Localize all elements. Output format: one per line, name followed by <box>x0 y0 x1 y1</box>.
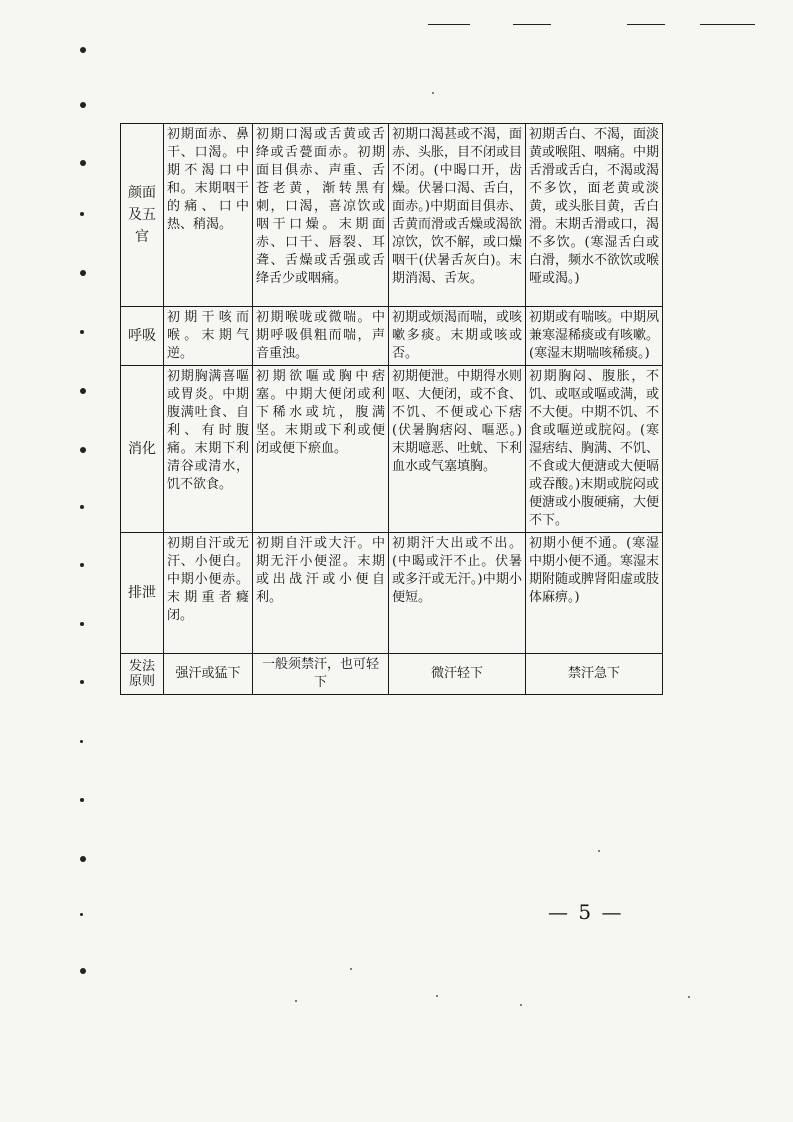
table-cell: 初期面赤、鼻干、口渴。中期不渴口中和。末期咽干的痛、口中热、稍渴。 <box>164 124 253 307</box>
binding-hole <box>80 913 83 916</box>
speck <box>436 995 438 997</box>
binding-hole <box>80 47 86 53</box>
row-label: 排泄 <box>121 533 164 654</box>
row-label: 呼吸 <box>121 307 164 366</box>
table-cell: 初期舌白、不渴，面淡黄或喉阻、咽痛。中期舌滑或舌白，不渴或渴不多饮，面老黄或淡黄，或头胀目黄，舌白滑。末期舌滑或口，渴不多饮。(寒湿舌白或白滑，频水不欲饮或喉哑或渴。) <box>526 124 663 307</box>
symptom-table <box>120 123 663 695</box>
speck <box>520 1004 522 1006</box>
table-cell: 禁汗急下 <box>526 654 663 695</box>
binding-hole <box>80 968 86 974</box>
table-cell: 初期胸闷、腹胀，不饥、或呕或嘔或满，或不大便。中期不饥、不食或嘔逆或脘闷。(寒湿痞结、胸满、不饥、不食或大便溏或大便嗝或吞酸。)末期或脘闷或便溏或小腹硬痛，大便不下。 <box>526 366 663 533</box>
binding-hole <box>80 622 84 626</box>
table-row <box>121 307 663 366</box>
table-cell: 强汗或猛下 <box>164 654 253 695</box>
table-cell: 微汗轻下 <box>389 654 526 695</box>
table-cell: 初期自汗或大汗。中期无汗小便涩。末期或出战汗或小便自利。 <box>253 533 389 654</box>
binding-hole <box>80 102 86 108</box>
table-cell: 初期自汗或无汗、小便白。中期小便赤。末期重者癃闭。 <box>164 533 253 654</box>
table-cell: 初期小便不通。(寒湿中期小便不通。寒湿末期附随或脾肾阳虚或肢体麻痹。) <box>526 533 663 654</box>
speck <box>598 850 600 852</box>
table-row <box>121 366 663 533</box>
table-cell: 初期或烦渴而喘，或咳嗽多痰。末期或咳或否。 <box>389 307 526 366</box>
table-cell: 初期胸满喜嘔或胃炎。中期腹满吐食、自利、有时腹痛。末期下利清谷或清水，饥不欲食。 <box>164 366 253 533</box>
table-row <box>121 654 663 695</box>
speck <box>350 968 352 970</box>
binding-hole <box>80 270 86 276</box>
speck <box>688 996 690 998</box>
table-row <box>121 124 663 307</box>
speck <box>432 92 434 94</box>
binding-hole <box>80 160 86 166</box>
table-cell: 初期口渴或舌黄或舌绛或舌甍面赤。初期面目俱赤、声重、舌苍老黄，渐转黑有刺，口渴，喜凉饮或咽干口燥。末期面赤、口干、唇裂、耳聋、舌燥或舌强或舌绛舌少或咽痛。 <box>253 124 389 307</box>
table-row <box>121 533 663 654</box>
table-cell: 初期或有喘咳。中期夙兼寒湿稀痰或有咳嗽。(寒湿末期喘咳稀痰。) <box>526 307 663 366</box>
header-rule-3 <box>627 24 665 25</box>
table-cell: 初期喉咙或微喘。中期呼吸俱粗而喘，声音重浊。 <box>253 307 389 366</box>
binding-hole <box>80 680 84 684</box>
table-cell: 初期干咳而喉。末期气逆。 <box>164 307 253 366</box>
table-cell: 初期口渴甚或不渴，面赤、头胀，目不闭或目不闭。(中暍口开，齿燥。伏暑口渴、舌白，面赤。)中期面目俱赤、舌黄而滑或舌燥或渴欲凉饮，饮不解，或口燥咽干(伏暑舌灰白)。末期消渴、舌灰。 <box>389 124 526 307</box>
table-cell: 初期便泄。中期得水则呕、大便闭，或不食、不饥、不便或心下痞(伏暑胸痞闷、嘔恶。)末期噫恶、吐蚘、下利血水或气塞填胸。 <box>389 366 526 533</box>
table-cell: 初期欲嘔或胸中痞塞。中期大便闭或利下稀水或坑，腹满坚。末期或下利或便闭或便下瘀血。 <box>253 366 389 533</box>
binding-hole <box>80 505 84 509</box>
binding-hole <box>80 212 84 216</box>
page-number: — 5 — <box>548 900 624 924</box>
binding-hole <box>80 856 86 862</box>
binding-hole <box>80 563 84 567</box>
speck <box>295 1000 297 1002</box>
table-cell: 一般须禁汗，也可轻下 <box>253 654 389 695</box>
header-rule-1 <box>428 24 470 25</box>
row-label: 消化 <box>121 366 164 533</box>
binding-hole <box>80 388 86 394</box>
binding-hole <box>80 330 84 334</box>
binding-hole <box>80 740 83 743</box>
binding-hole <box>80 447 86 453</box>
header-rule-2 <box>513 24 551 25</box>
row-label: 颜面及五官 <box>121 124 164 307</box>
header-rule-4 <box>700 24 755 25</box>
row-label: 发法原则 <box>121 654 164 695</box>
binding-hole <box>80 798 84 802</box>
table-cell: 初期汗大出或不出。(中暍或汗不止。伏暑或多汗或无汗。)中期小便短。 <box>389 533 526 654</box>
